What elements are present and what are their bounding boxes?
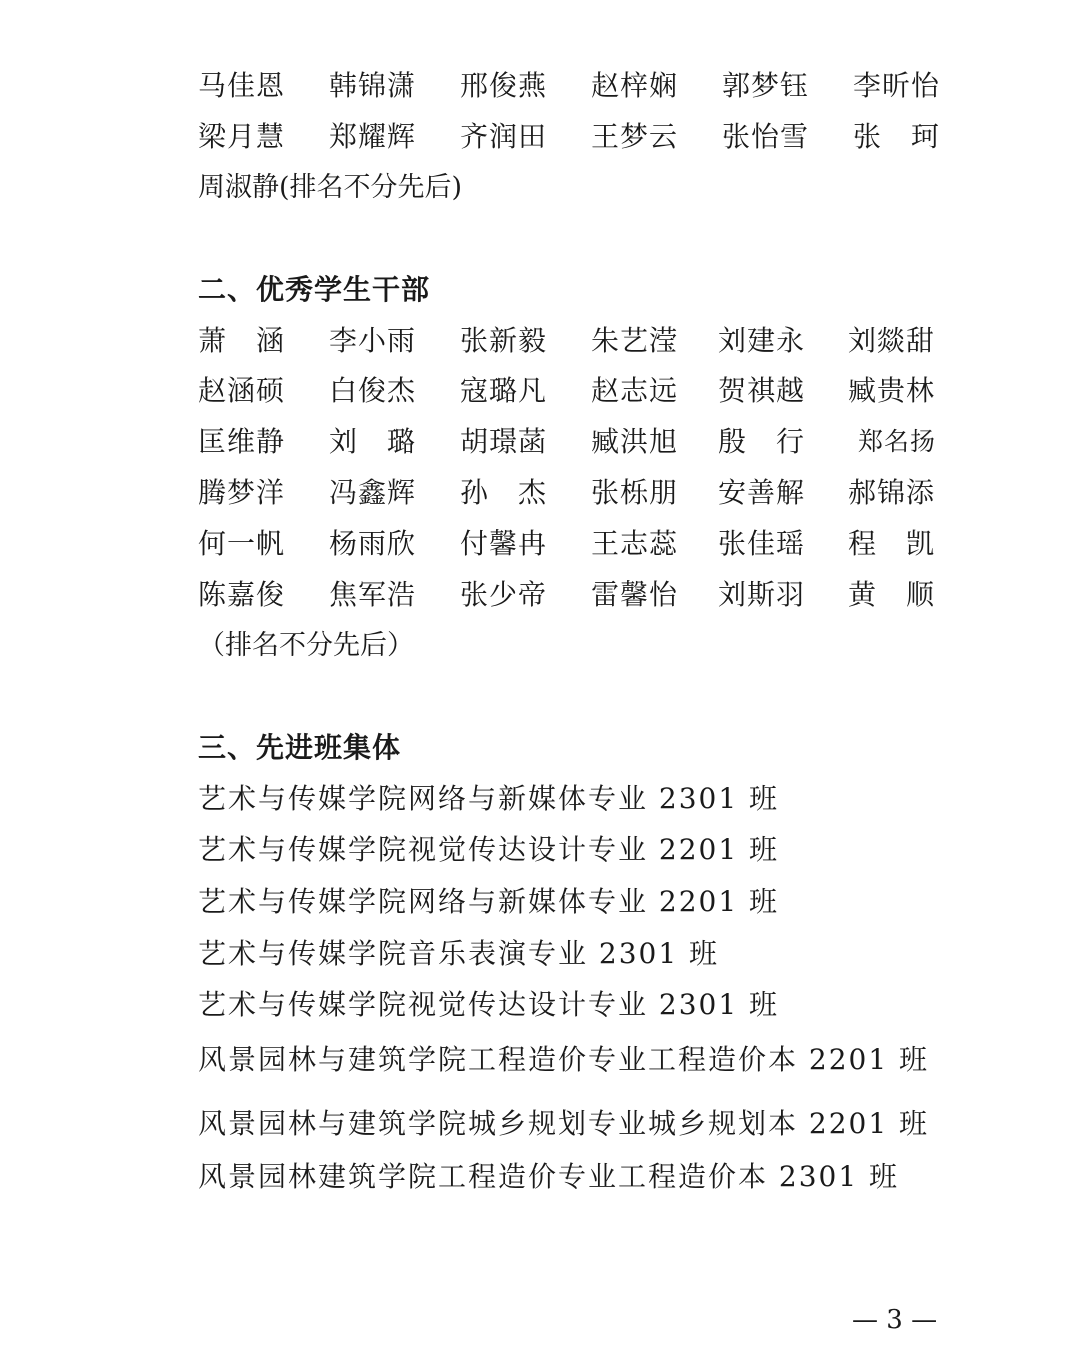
name-cell: 陈嘉俊 [198,578,286,611]
name-cell: 寇璐凡 [460,374,548,407]
name-row [198,575,958,615]
name-cell: 刘斯羽 [718,578,806,611]
section2-note: （排名不分先后） [198,630,414,661]
section3-heading: 三、先进班集体 [198,731,402,764]
name-cell: 朱艺滢 [591,324,679,357]
name-cell: 胡璟菡 [460,425,548,458]
class-item: 艺术与传媒学院视觉传达设计专业 2201 班 [198,833,780,866]
name-row [198,321,958,361]
name-cell: 杨雨欣 [329,527,417,560]
class-item: 艺术与传媒学院音乐表演专业 2301 班 [198,937,720,970]
name-cell: 张栎朋 [591,476,679,509]
name-cell: 张新毅 [460,324,548,357]
name-cell: 郑耀辉 [329,120,417,153]
class-item: 风景园林与建筑学院城乡规划专业城乡规划本 2201 班 [198,1107,930,1140]
class-item: 艺术与传媒学院网络与新媒体专业 2301 班 [198,782,780,815]
class-item: 艺术与传媒学院视觉传达设计专业 2301 班 [198,988,780,1021]
name-row [198,371,958,411]
name-cell: 萧 涵 [198,324,286,357]
name-cell: 匡维静 [198,425,286,458]
name-cell: 韩锦潇 [329,69,417,102]
name-row [198,117,958,157]
name-cell: 安善解 [718,476,806,509]
name-row [198,422,958,462]
class-item: 风景园林与建筑学院工程造价专业工程造价本 2201 班 [198,1043,930,1076]
name-cell: 臧贵林 [848,374,936,407]
section2-heading: 二、优秀学生干部 [198,273,431,306]
name-cell: 贺祺越 [718,374,806,407]
name-cell: 郭梦钰 [722,69,810,102]
name-cell: 冯鑫辉 [329,476,417,509]
name-cell: 程 凯 [848,527,936,560]
name-cell: 雷馨怡 [591,578,679,611]
name-cell: 焦军浩 [329,578,417,611]
section1-last-line: 周淑静(排名不分先后) [198,172,463,203]
name-cell: 张怡雪 [722,120,810,153]
name-cell: 刘建永 [718,324,806,357]
name-cell: 孙 杰 [460,476,548,509]
name-cell: 何一帆 [198,527,286,560]
name-row [198,473,958,513]
name-cell: 梁月慧 [198,120,286,153]
name-cell: 刘燚甜 [848,324,936,357]
name-cell: 赵梓娴 [591,69,679,102]
name-cell: 郝锦添 [848,476,936,509]
name-cell: 郑名扬 [858,427,937,456]
name-cell: 赵涵硕 [198,374,286,407]
name-cell: 腾梦洋 [198,476,286,509]
name-cell: 王志蕊 [591,527,679,560]
class-item: 艺术与传媒学院网络与新媒体专业 2201 班 [198,885,780,918]
name-cell: 臧洪旭 [591,425,679,458]
name-cell: 李昕怡 [853,69,941,102]
name-cell: 赵志远 [591,374,679,407]
name-cell: 马佳恩 [198,69,286,102]
name-cell: 张少帝 [460,578,548,611]
name-cell: 张佳瑶 [718,527,806,560]
name-cell: 王梦云 [591,120,679,153]
name-cell: 黄 顺 [848,578,936,611]
name-cell: 白俊杰 [329,374,417,407]
page-number: — 3 — [852,1305,938,1335]
class-item: 风景园林建筑学院工程造价专业工程造价本 2301 班 [198,1160,900,1193]
name-row [198,66,958,106]
name-cell: 张 珂 [853,120,941,153]
name-cell: 邢俊燕 [460,69,548,102]
name-cell: 付馨冉 [460,527,548,560]
name-cell: 殷 行 [718,425,806,458]
name-row [198,524,958,564]
name-cell: 刘 璐 [329,425,417,458]
name-cell: 齐润田 [460,120,548,153]
name-cell: 李小雨 [329,324,417,357]
